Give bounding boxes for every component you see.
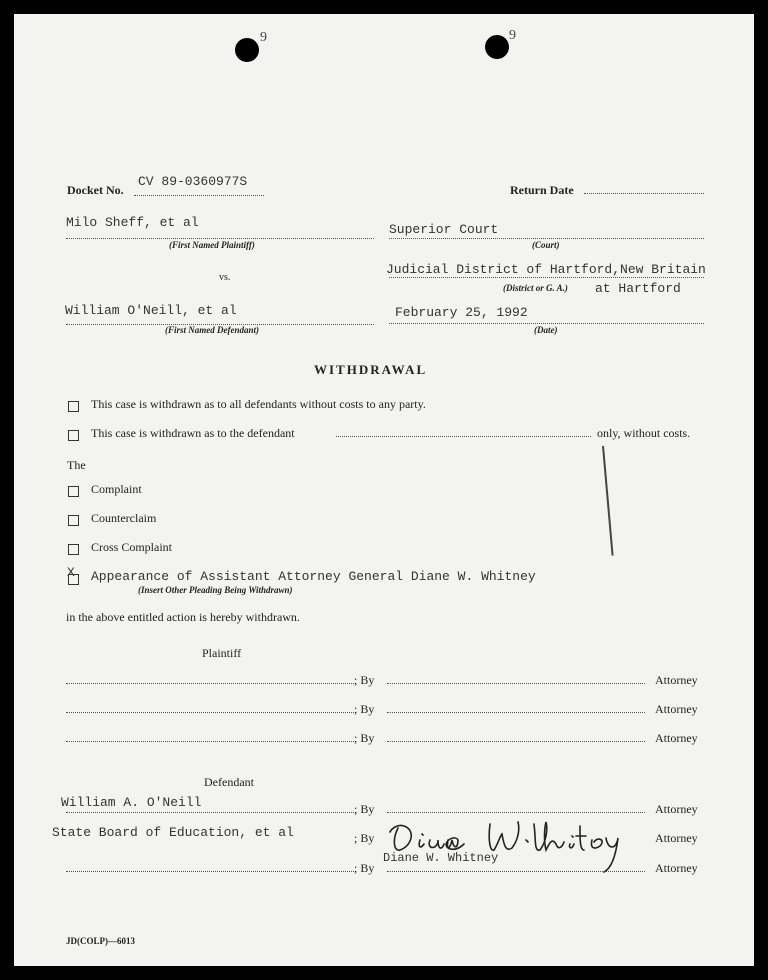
district-location: at Hartford bbox=[595, 281, 681, 296]
by-label: ; By bbox=[354, 702, 375, 716]
document-page bbox=[14, 14, 754, 966]
return-date-line bbox=[584, 193, 704, 194]
docket-number: CV 89-0360977S bbox=[138, 174, 248, 189]
pencil-mark bbox=[602, 446, 614, 556]
defendant-party-2: State Board of Education, et al bbox=[52, 825, 294, 840]
option-defendant-suffix: only, without costs. bbox=[597, 426, 691, 440]
checkbox-defendant[interactable] bbox=[68, 430, 79, 441]
attorney-label: Attorney bbox=[655, 731, 698, 745]
option-counterclaim: Counterclaim bbox=[91, 511, 157, 525]
plaintiff-signature-line bbox=[387, 741, 645, 742]
district-caption: (District or G. A.) bbox=[503, 283, 568, 293]
by-label: ; By bbox=[354, 831, 375, 845]
defendant-signature-line bbox=[387, 871, 645, 872]
punch-hole bbox=[485, 35, 509, 59]
plaintiff-signature-line bbox=[387, 712, 645, 713]
form-code: JD(COLP)—6013 bbox=[66, 936, 135, 946]
plaintiff-line bbox=[66, 238, 374, 239]
the-label: The bbox=[67, 458, 86, 472]
return-date-label: Return Date bbox=[510, 183, 574, 197]
defendant-party-line bbox=[66, 871, 354, 872]
filing-date: February 25, 1992 bbox=[395, 305, 528, 320]
option-cross-complaint: Cross Complaint bbox=[91, 540, 173, 554]
checkbox-cross-complaint[interactable] bbox=[68, 544, 79, 555]
defendant-party-1: William A. O'Neill bbox=[61, 795, 202, 810]
vs-label: vs. bbox=[219, 272, 231, 283]
attorney-label: Attorney bbox=[655, 831, 698, 845]
checkbox-counterclaim[interactable] bbox=[68, 515, 79, 526]
district-name: Judicial District of Hartford,New Britain bbox=[386, 262, 706, 277]
plaintiff-party-line bbox=[66, 683, 354, 684]
court-name: Superior Court bbox=[389, 222, 499, 237]
district-line bbox=[389, 277, 704, 278]
defendant-name-line bbox=[336, 436, 591, 437]
attorney-label: Attorney bbox=[655, 702, 698, 716]
date-line bbox=[389, 323, 704, 324]
court-line bbox=[389, 238, 704, 239]
by-label: ; By bbox=[354, 731, 375, 745]
option-complaint: Complaint bbox=[91, 482, 142, 496]
court-caption: (Court) bbox=[532, 240, 560, 250]
by-label: ; By bbox=[354, 861, 375, 875]
defendant-name: William O'Neill, et al bbox=[65, 303, 237, 318]
defendant-heading: Defendant bbox=[204, 775, 254, 789]
checkbox-other-mark: X bbox=[67, 565, 75, 580]
attorney-label: Attorney bbox=[655, 861, 698, 875]
punch-hole bbox=[235, 38, 259, 62]
option-other-value: Appearance of Assistant Attorney General Diane W. Whitney bbox=[91, 569, 536, 584]
closing-text: in the above entitled action is hereby withdrawn. bbox=[66, 610, 300, 624]
handwritten-signature bbox=[386, 810, 626, 880]
docket-line bbox=[134, 195, 264, 196]
attorney-label: Attorney bbox=[655, 802, 698, 816]
plaintiff-signature-line bbox=[387, 683, 645, 684]
hole-mark: 9 bbox=[509, 28, 516, 43]
document-title: WITHDRAWAL bbox=[314, 362, 428, 377]
option-other-caption: (Insert Other Pleading Being Withdrawn) bbox=[138, 585, 293, 595]
plaintiff-party-line bbox=[66, 712, 354, 713]
signer-typed-name: Diane W. Whitney bbox=[383, 851, 499, 865]
option-all-defendants: This case is withdrawn as to all defendants without costs to any party. bbox=[91, 397, 426, 411]
docket-label: Docket No. bbox=[67, 183, 124, 197]
attorney-label: Attorney bbox=[655, 673, 698, 687]
by-label: ; By bbox=[354, 802, 375, 816]
plaintiff-caption: (First Named Plaintiff) bbox=[169, 240, 255, 250]
plaintiff-name: Milo Sheff, et al bbox=[66, 215, 199, 230]
plaintiff-party-line bbox=[66, 741, 354, 742]
hole-mark: 9 bbox=[260, 30, 267, 45]
date-caption: (Date) bbox=[534, 325, 558, 335]
defendant-party-line bbox=[66, 812, 354, 813]
option-defendant-prefix: This case is withdrawn as to the defendant bbox=[91, 426, 295, 440]
checkbox-complaint[interactable] bbox=[68, 486, 79, 497]
plaintiff-heading: Plaintiff bbox=[202, 646, 242, 660]
by-label: ; By bbox=[354, 673, 375, 687]
checkbox-all-defendants[interactable] bbox=[68, 401, 79, 412]
defendant-caption: (First Named Defendant) bbox=[165, 325, 259, 335]
